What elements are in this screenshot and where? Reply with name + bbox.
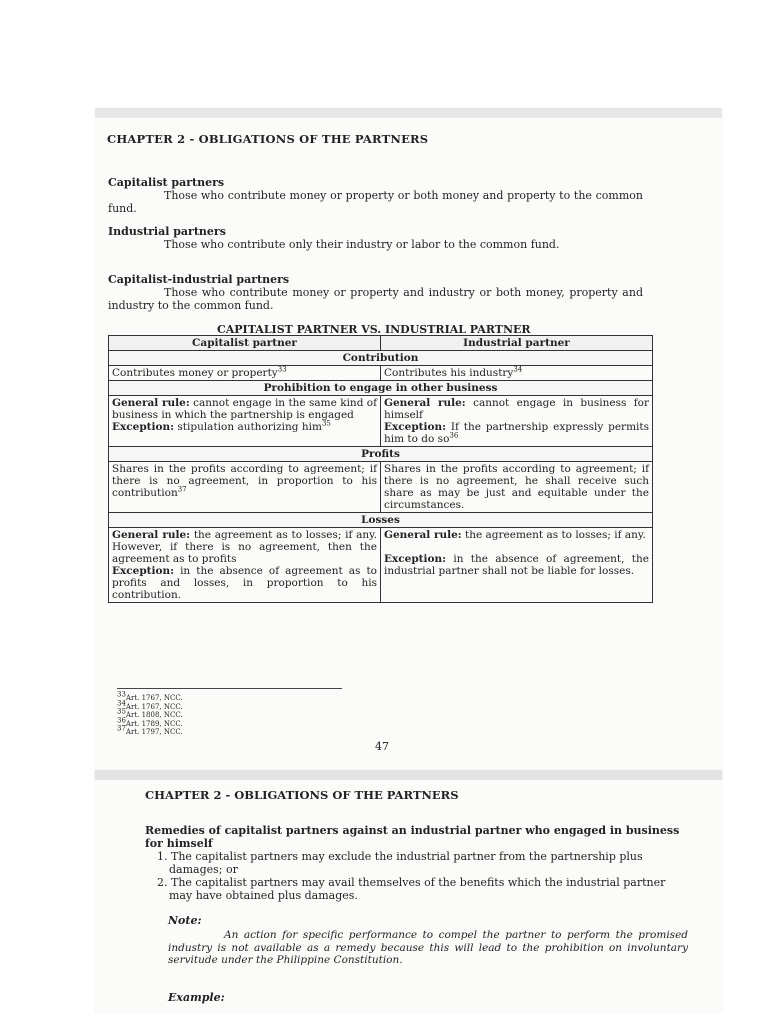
footnote-ref: 34 — [513, 365, 523, 374]
footnote-ref: 36 — [449, 431, 459, 440]
cell-capitalist-profits: Shares in the profits according to agreement; if there is no agreement, in proportion to his contribution$^{37}$ — [109, 462, 381, 513]
cell-industrial-losses: General rule: the agreement as to losses; if any. Exception: in the absence of agreement, the industrial partner shall not be liable for losses. — [381, 528, 653, 603]
footnote-divider — [117, 688, 342, 689]
table-header-row — [109, 336, 653, 351]
footnote: $^{36}$Art. 1789, NCC. — [117, 716, 183, 728]
section-losses: Losses — [109, 513, 653, 528]
footnote: $^{35}$Art. 1808, NCC. — [117, 707, 183, 720]
cell-capitalist-contribution: Contributes money or property$^{33}$ — [109, 366, 381, 381]
definition-industrial — [108, 225, 643, 251]
comparison-table — [108, 335, 653, 603]
cell-industrial-profits: Shares in the profits according to agreement; if there is no agreement, he shall receive such share as may be just and equitable under the circumstances. — [381, 462, 653, 513]
header-industrial: Industrial partner — [381, 336, 653, 351]
chapter-title: CHAPTER 2 - OBLIGATIONS OF THE PARTNERS — [145, 788, 459, 802]
header-capitalist: Capitalist partner — [109, 336, 381, 351]
footnotes — [117, 690, 183, 737]
table-row — [109, 462, 653, 513]
cell-industrial-prohibition: General rule: cannot engage in business for himself Exception: If the partnership expressly permits him to do $so^{36}$ — [381, 396, 653, 447]
note-body: An action for specific performance to compel the partner to perform the promised industry is not available as a remedy because this will lead to the prohibition on involuntary servitude under the Philippine Constitution. — [168, 929, 688, 966]
table-row — [109, 366, 653, 381]
section-prohibition: Prohibition to engage in other business — [109, 381, 653, 396]
definition-capitalist-industrial — [108, 273, 643, 312]
remedies-list — [157, 850, 687, 902]
list-item: 1. The capitalist partners may exclude the industrial partner from the partnership plus damages; or — [157, 850, 643, 876]
section-profits: Profits — [109, 447, 653, 462]
page-number: 47 — [375, 740, 389, 753]
table-row — [109, 396, 653, 447]
page-48 — [95, 770, 722, 1012]
table-title: CAPITALIST PARTNER VS. INDUSTRIAL PARTNER — [217, 323, 531, 336]
footnote: $^{37}$Art. 1797, NCC. — [117, 725, 183, 737]
page-47 — [95, 108, 722, 780]
remedies-heading: Remedies of capitalist partners against an industrial partner who engaged in business for himself — [145, 824, 680, 850]
note-heading: Note: — [168, 914, 202, 927]
cell-capitalist-prohibition: General rule: cannot engage in the same kind of business in which the partnership is engaged Exception: stipulation authorizing him$^{35}$ — [109, 396, 381, 447]
table-row — [109, 528, 653, 603]
definition-term: Capitalist partners — [108, 176, 225, 189]
section-contribution: Contribution — [109, 351, 653, 366]
chapter-title: CHAPTER 2 - OBLIGATIONS OF THE PARTNERS — [107, 132, 429, 146]
definition-body: Those who contribute money or property or both money and property to the common fund. — [108, 189, 643, 215]
footnote-ref: 37 — [177, 485, 187, 494]
cell-industrial-contribution: Contributes his industry$^{34}$ — [381, 366, 653, 381]
footnote-ref: 35 — [321, 419, 331, 428]
cell-capitalist-losses: General rule: the agreement as to losses; if any. However, if there is no agreement, then the agreement as to profits Exception: in the absence of agreement as to profits and losses, in proportion to his contribution. — [109, 528, 381, 603]
footnote: $^{34}$Art. 1767, NCC. — [117, 699, 183, 711]
definition-term: Capitalist-industrial partners — [108, 273, 290, 286]
definition-term: Industrial partners — [108, 225, 226, 238]
example-heading: Example: — [168, 991, 225, 1004]
definition-body: Those who contribute only their industry or labor to the common fund. — [164, 238, 560, 251]
definition-capitalist — [108, 176, 643, 215]
list-item: 2. The capitalist partners may avail themselves of the benefits which the industrial partner may have obtained plus damages. — [157, 876, 666, 902]
footnote-ref: 33 — [277, 365, 287, 374]
footnote: $^{33}$Art. 1767, NCC. — [117, 690, 183, 702]
definition-body: Those who contribute money or property and industry or both money, property and industry to the common fund. — [108, 286, 643, 312]
